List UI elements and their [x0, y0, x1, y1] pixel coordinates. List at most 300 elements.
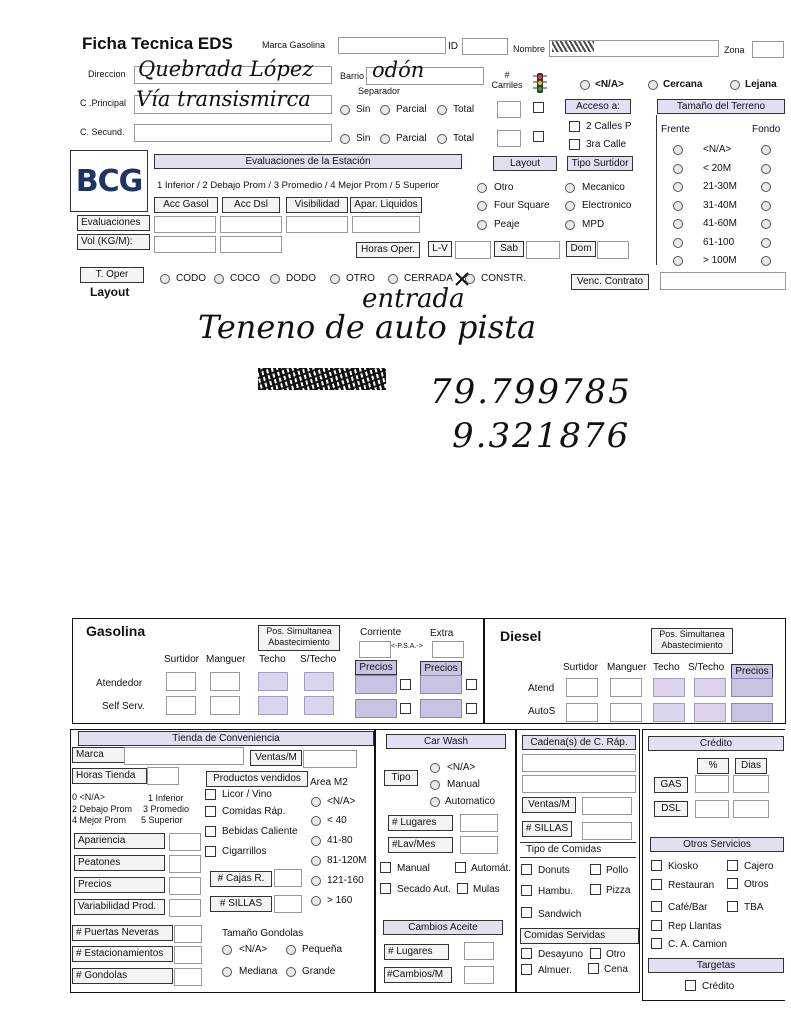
surtidor-electronico-radio[interactable] [565, 201, 575, 211]
horas-sab-input[interactable] [526, 241, 560, 259]
tipo-surtidor-header: Tipo Surtidor [567, 156, 633, 171]
diesel-precio-r0[interactable] [731, 678, 773, 697]
proximidad-cercana-radio[interactable] [648, 80, 658, 90]
oper-radio-1[interactable] [214, 274, 224, 284]
eval-col-acc-dsl: Acc Dsl [222, 197, 280, 213]
layout-peaje-label: Peaje [494, 219, 520, 230]
tienda-sillas-input[interactable] [274, 895, 302, 913]
comida-sandwich-label: Sandwich [538, 909, 582, 920]
acceso-2calles-check[interactable] [569, 121, 580, 132]
c-principal-sin-label: Sin [356, 104, 371, 115]
terreno-option-label-1: < 20M [703, 162, 732, 174]
tamano-na-label: <N/A> [239, 944, 268, 955]
scribble-mark [552, 41, 594, 52]
note-coordinate-1: 79.799785 [430, 372, 632, 412]
gasolina-precio-extra-r0[interactable] [420, 675, 462, 694]
gasolina-precios-1: Precios [355, 660, 397, 675]
horas-dom-input[interactable] [597, 241, 629, 259]
tienda-horas-input[interactable] [147, 767, 179, 785]
tienda-bottom-label-0: # Puertas Neveras [72, 925, 173, 941]
gasolina-input-r1c0[interactable] [166, 696, 196, 715]
cadena-input-1[interactable] [522, 754, 636, 772]
area-label-3: 81-120M [327, 855, 367, 866]
c-secund-sin-radio[interactable] [340, 134, 350, 144]
surtidor-mpd-label: MPD [582, 219, 605, 230]
gasolina-check-extra-r0[interactable] [466, 679, 477, 690]
diesel-col-manguer: Manguer [607, 662, 647, 673]
evaluaciones-row-label: Evaluaciones [77, 215, 150, 231]
carwash-mulas-check-label: Mulas [473, 884, 500, 895]
gasolina-techo-input-r0c1[interactable] [304, 672, 334, 691]
area-label-5: > 160 [327, 895, 353, 906]
gasolina-col-surtidor: Surtidor [164, 654, 200, 665]
credito-gas-dias-input[interactable] [733, 775, 769, 793]
terreno-option-label-4: 41-60M [703, 218, 737, 229]
tamano-pequena-radio[interactable] [286, 945, 296, 955]
surtidor-electronico-label: Electronico [582, 200, 632, 211]
diesel-techo-input-r0c0[interactable] [653, 678, 685, 697]
tienda-eval-input-3[interactable] [169, 899, 201, 917]
carwash-na-label: <N/A> [447, 762, 476, 773]
oper-label-0: CODO [176, 273, 206, 284]
traffic-light-icon [532, 72, 548, 94]
carwash-mulas-check[interactable] [457, 883, 468, 894]
gasolina-techo-input-r1c0[interactable] [258, 696, 288, 715]
gasolina-precios-2: Precios [420, 661, 462, 676]
otro-servicio-check-6[interactable] [651, 920, 662, 931]
comida-hambu-check[interactable] [521, 885, 532, 896]
carwash-automat-check-label: Automát. [471, 863, 512, 874]
terreno-header: Tamaño del Terreno [657, 99, 785, 114]
cajas-label: # Cajas R. [210, 871, 272, 887]
targetas-header: Targetas [648, 958, 784, 973]
scribbled-out-text [258, 368, 386, 390]
oper-label-3: OTRO [346, 273, 375, 284]
form-title: Ficha Tecnica EDS [82, 34, 233, 53]
diesel-precios: Precios [731, 664, 773, 679]
cambios-mes-label: #Cambios/M [384, 967, 452, 983]
cadena-header: Cadena(s) de C. Ráp. [522, 735, 636, 750]
gasolina-input-r0c0[interactable] [166, 672, 196, 691]
tamano-grande-label: Grande [302, 966, 336, 977]
tamano-mediana-radio[interactable] [222, 967, 232, 977]
gasolina-psa-label: <-P.S.A.-> [391, 643, 423, 650]
zona-input[interactable] [752, 41, 784, 58]
c-secund-parcial-radio[interactable] [380, 134, 390, 144]
otro-servicio-label-4: Café/Bar [668, 902, 708, 913]
cajas-input[interactable] [274, 869, 302, 887]
carwash-na-radio[interactable] [430, 763, 440, 773]
vol-row-label: Vol (KG/M): [77, 234, 150, 250]
eval-col-visibilidad: Visibilidad [286, 197, 348, 213]
comida-sandwich-check[interactable] [521, 907, 532, 918]
c-secund-carriles-input[interactable] [497, 130, 521, 147]
tienda-ventas-label: Ventas/M [250, 750, 302, 766]
carwash-lugares-input[interactable] [460, 814, 498, 832]
otro-servicio-check-1[interactable] [727, 860, 738, 871]
terreno-option-label-2: 21-30M [703, 181, 737, 192]
eval-acc-gasol-input[interactable] [154, 216, 216, 233]
terreno-fondo-radio-2[interactable] [761, 182, 771, 192]
diesel-col-surtidor: Surtidor [563, 662, 599, 673]
terreno-frente-radio-3[interactable] [673, 201, 683, 211]
area-label-2: 41-80 [327, 835, 353, 846]
oper-label-1: COCO [230, 273, 260, 284]
targeta-credito-label: Crédito [702, 981, 735, 992]
tienda-bottom-input-1[interactable] [174, 946, 202, 964]
direccion-handwritten: Quebrada López [138, 57, 314, 81]
oper-label-2: DODO [286, 273, 316, 284]
otro-servicio-label-6: Rep Llantas [668, 921, 722, 932]
barrio-label: Barrio [340, 71, 365, 81]
tienda-eval-label-1: Peatones [74, 855, 165, 871]
comida-pizza-label: Pizza [606, 885, 631, 896]
tienda-scale-1: 1 Inferior [148, 793, 184, 803]
comida-pollo-label: Pollo [606, 865, 629, 876]
carwash-automatico-label: Automatico [445, 796, 496, 807]
tamano-mediana-label: Mediana [239, 966, 278, 977]
c-principal-carriles-input[interactable] [497, 101, 521, 118]
diesel-precio-r1[interactable] [731, 703, 773, 722]
terreno-fondo-radio-5[interactable] [761, 238, 771, 248]
cadena-ventas-label: Ventas/M [522, 797, 576, 813]
otro-servicio-label-7: C. A. Camion [668, 939, 727, 950]
credito-dsl-dias-input[interactable] [733, 800, 769, 818]
cadena-sillas-label: # SILLAS [522, 821, 572, 837]
gasolina-extra-label: Extra [430, 628, 454, 639]
diesel-techo-input-r1c0[interactable] [653, 703, 685, 722]
terreno-frente-radio-1[interactable] [673, 164, 683, 174]
cambios-lugares-label: # Lugares [384, 944, 449, 960]
gasolina-check-corriente-r1[interactable] [400, 703, 411, 714]
c-secund-parcial-label: Parcial [396, 133, 427, 144]
area-radio-1[interactable] [311, 816, 321, 826]
proximidad-na-radio[interactable] [580, 80, 590, 90]
gasolina-techo-input-r0c0[interactable] [258, 672, 288, 691]
acceso-header: Acceso a: [565, 99, 631, 114]
oper-radio-0[interactable] [160, 274, 170, 284]
carwash-manual-label: Manual [447, 779, 480, 790]
terreno-frente-radio-0[interactable] [673, 145, 683, 155]
layout-header: Layout [493, 156, 557, 171]
oper-radio-2[interactable] [270, 274, 280, 284]
venc-contrato-label: Venc. Contrato [571, 274, 649, 290]
carwash-secado-check[interactable] [380, 883, 391, 894]
terreno-fondo-label: Fondo [752, 124, 781, 135]
terreno-fondo-radio-3[interactable] [761, 201, 771, 211]
terreno-fondo-radio-1[interactable] [761, 164, 771, 174]
tipo-comidas-header: Tipo de Comidas [526, 844, 602, 855]
gasolina-precio-extra-r1[interactable] [420, 699, 462, 718]
layout-four-square-label: Four Square [494, 200, 550, 211]
vol-dsl-input[interactable] [220, 236, 282, 253]
marca-gasolina-input[interactable] [338, 37, 446, 54]
gasolina-check-extra-r1[interactable] [466, 703, 477, 714]
barrio-handwritten: odón [372, 58, 425, 82]
t-oper-label: T. Oper [80, 267, 144, 283]
tienda-bottom-input-0[interactable] [174, 925, 202, 943]
otro-servicio-check-7[interactable] [651, 938, 662, 949]
credito-pct-label: % [697, 758, 729, 774]
oper-radio-3[interactable] [330, 274, 340, 284]
tienda-marca-input[interactable] [124, 747, 244, 765]
terreno-option-label-0: <N/A> [703, 144, 732, 155]
surtidor-mecanico-label: Mecanico [582, 182, 625, 193]
carwash-automat-check[interactable] [455, 862, 466, 873]
diesel-techo-input-r1c1[interactable] [694, 703, 726, 722]
area-header: Area M2 [310, 777, 348, 788]
carwash-lugares-label: # Lugares [388, 815, 453, 831]
tienda-eval-input-1[interactable] [169, 855, 201, 873]
area-label-1: < 40 [327, 815, 347, 826]
terreno-frente-label: Frente [661, 124, 690, 135]
note-coordinate-2: 9.321876 [452, 416, 631, 456]
gasolina-precio-corriente-r0[interactable] [355, 675, 397, 694]
proximidad-lejana-radio[interactable] [730, 80, 740, 90]
terreno-frente-radio-6[interactable] [673, 256, 683, 266]
tienda-sillas-label: # SILLAS [210, 896, 272, 912]
acceso-3racalle-label: 3ra Calle [586, 139, 627, 150]
otro-servicio-label-3: Otros [744, 879, 769, 890]
tienda-bottom-input-2[interactable] [174, 968, 202, 986]
oper-label-4: CERRADA [404, 273, 453, 284]
otro-servicio-label-5: TBA [744, 902, 764, 913]
gasolina-input-r0c1[interactable] [210, 672, 240, 691]
layout-otro-label: Otro [494, 182, 514, 193]
nombre-label: Nombre [513, 44, 546, 54]
cambios-lugares-input[interactable] [464, 942, 494, 960]
gasolina-col-manguer: Manguer [206, 654, 246, 665]
c-secund-total-radio[interactable] [437, 134, 447, 144]
carwash-manual-radio[interactable] [430, 780, 440, 790]
carwash-manual-check[interactable] [380, 862, 391, 873]
horas-sab-label: Sab [494, 241, 524, 257]
otro-servicio-check-5[interactable] [727, 901, 738, 912]
carwash-header: Car Wash [386, 734, 506, 749]
diesel-techo-input-r0c1[interactable] [694, 678, 726, 697]
area-radio-4[interactable] [311, 876, 321, 886]
carwash-automatico-radio[interactable] [430, 797, 440, 807]
c-principal-sin-radio[interactable] [340, 105, 350, 115]
tienda-header: Tienda de Conveniencia [78, 731, 374, 746]
tienda-eval-label-3: Variabilidad Prod. [74, 899, 165, 915]
servida-desayuno-check[interactable] [521, 948, 532, 959]
terreno-fondo-radio-6[interactable] [761, 256, 771, 266]
carwash-manual-check-label: Manual [397, 863, 430, 874]
layout-peaje-radio[interactable] [477, 220, 487, 230]
tienda-scale-5: 5 Superior [141, 815, 183, 825]
surtidor-mpd-radio[interactable] [565, 220, 575, 230]
tienda-ventas-input[interactable] [303, 750, 357, 768]
id-label: ID [448, 41, 458, 52]
credito-gas-pct-input[interactable] [695, 775, 729, 793]
producto-label-0: Licor / Vino [222, 789, 272, 800]
layout-otro-radio[interactable] [477, 183, 487, 193]
evaluaciones-header: Evaluaciones de la Estación [154, 154, 462, 169]
c-principal-total-radio[interactable] [437, 105, 447, 115]
diesel-title: Diesel [500, 628, 542, 644]
tienda-eval-input-2[interactable] [169, 877, 201, 895]
comida-donuts-check[interactable] [521, 864, 532, 875]
venc-contrato-input[interactable] [660, 272, 786, 290]
proximidad-cercana-label: Cercana [663, 79, 703, 90]
credito-gas-label: GAS [654, 777, 688, 793]
diesel-col-techo: Techo [653, 662, 680, 673]
otro-servicio-label-0: Kiosko [668, 861, 699, 872]
eval-visibilidad-input[interactable] [286, 216, 348, 233]
carwash-lavmes-input[interactable] [460, 836, 498, 854]
bcg-logo-box [70, 150, 148, 212]
tienda-eval-label-2: Precios [74, 877, 165, 893]
terreno-frente-radio-2[interactable] [673, 182, 683, 192]
proximidad-na-label: <N/A> [595, 79, 624, 90]
area-radio-5[interactable] [311, 896, 321, 906]
c-secund-input[interactable] [134, 124, 332, 142]
diesel-input-r1c0[interactable] [566, 703, 598, 722]
otro-servicio-check-4[interactable] [651, 901, 662, 912]
acceso-3racalle-check[interactable] [569, 139, 580, 150]
terreno-frente-radio-4[interactable] [673, 219, 683, 229]
eval-col-apar-liquidos: Apar. Liquidos [350, 197, 422, 213]
producto-label-2: Bebidas Caliente [222, 826, 298, 837]
gasolina-techo-input-r1c1[interactable] [304, 696, 334, 715]
producto-label-1: Comidas Ráp. [222, 806, 286, 817]
producto-check-1[interactable] [205, 806, 216, 817]
gasolina-precio-corriente-r1[interactable] [355, 699, 397, 718]
tienda-eval-input-0[interactable] [169, 833, 201, 851]
diesel-pos-simultanea: Pos. Simultanea Abastecimiento [651, 628, 733, 654]
c-principal-total-label: Total [453, 104, 475, 115]
acceso-2calles-label: 2 Calles P [586, 121, 632, 132]
diesel-row-autos: AutoS [528, 706, 556, 717]
gasolina-input-r1c1[interactable] [210, 696, 240, 715]
area-radio-2[interactable] [311, 836, 321, 846]
horas-lv-label: L-V [428, 241, 452, 257]
eval-col-acc-gasol: Acc Gasol [154, 197, 218, 213]
comida-donuts-label: Donuts [538, 865, 570, 876]
c-secund-check[interactable] [533, 131, 544, 142]
gasolina-title: Gasolina [86, 623, 146, 639]
evaluaciones-scale: 1 Inferior / 2 Debajo Prom / 3 Promedio / 4 Mejor Prom / 5 Superior [157, 180, 439, 191]
gasolina-row-atendedor: Atendedor [96, 678, 143, 689]
diesel-input-r1c1[interactable] [610, 703, 642, 722]
gasolina-corriente-input[interactable] [359, 641, 391, 658]
diesel-input-r0c0[interactable] [566, 678, 598, 697]
servida-otro-label: Otro [606, 949, 626, 960]
zona-label: Zona [724, 45, 745, 55]
oper-radio-4[interactable] [388, 274, 398, 284]
c-secund-sin-label: Sin [356, 133, 371, 144]
marca-gasolina-label: Marca Gasolina [262, 40, 326, 50]
otro-servicio-check-0[interactable] [651, 860, 662, 871]
servida-almuer-check[interactable] [521, 964, 532, 975]
comidas-servidas-header: Comidas Servidas [520, 928, 639, 944]
tamano-pequena-label: Pequeña [302, 944, 343, 955]
area-radio-3[interactable] [311, 856, 321, 866]
carwash-secado-check-label: Secado Aut. [397, 884, 451, 895]
eval-acc-dsl-input[interactable] [220, 216, 282, 233]
area-radio-0[interactable] [311, 797, 321, 807]
horas-lv-input[interactable] [455, 241, 491, 259]
id-input[interactable] [462, 38, 508, 55]
comida-pizza-check[interactable] [590, 884, 601, 895]
servida-desayuno-label: Desayuno [538, 949, 584, 960]
tienda-bottom-label-1: # Estacionamientos [72, 946, 173, 962]
tienda-scale-0: 0 <N/A> [72, 792, 106, 802]
eval-apar-liquidos-input[interactable] [352, 216, 420, 233]
c-principal-handwritten: Vía transismirca [136, 87, 311, 111]
note-entrada: entrada [362, 284, 465, 314]
terreno-fondo-radio-0[interactable] [761, 145, 771, 155]
diesel-col-stecho: S/Techo [688, 662, 725, 673]
layout-section-label: Layout [90, 285, 130, 299]
comida-pollo-check[interactable] [590, 864, 601, 875]
area-label-0: <N/A> [327, 796, 356, 807]
terreno-option-label-6: > 100M [703, 255, 737, 266]
credito-header: Crédito [648, 736, 784, 751]
terreno-option-label-5: 61-100 [703, 236, 735, 248]
tienda-scale-2: 2 Debajo Prom [72, 804, 133, 814]
surtidor-mecanico-radio[interactable] [565, 183, 575, 193]
servida-otro-check[interactable] [590, 948, 601, 959]
terreno-option-label-3: 31-40M [703, 199, 737, 211]
c-secund-total-label: Total [453, 133, 475, 144]
vol-gasol-input[interactable] [154, 236, 216, 253]
producto-check-3[interactable] [205, 846, 216, 857]
tamano-gondolas-label: Tamaño Gondolas [222, 928, 304, 939]
servida-cena-check[interactable] [588, 963, 599, 974]
gasolina-corriente-label: Corriente [360, 627, 402, 638]
gasolina-pos-simultanea: Pos. Simultanea Abastecimiento [258, 625, 340, 651]
diesel-input-r0c1[interactable] [610, 678, 642, 697]
cambios-mes-input[interactable] [464, 966, 494, 984]
layout-four-square-radio[interactable] [477, 201, 487, 211]
comida-hambu-label: Hambu. [538, 886, 574, 897]
c-principal-check[interactable] [533, 102, 544, 113]
cadena-sillas-input[interactable] [582, 822, 632, 840]
tamano-grande-radio[interactable] [286, 967, 296, 977]
terreno-fondo-radio-4[interactable] [761, 219, 771, 229]
otro-servicio-label-1: Cajero [744, 861, 774, 872]
producto-check-2[interactable] [205, 826, 216, 837]
tamano-na-radio[interactable] [222, 945, 232, 955]
proximidad-lejana-label: Lejana [745, 79, 777, 90]
carwash-tipo-label: Tipo [384, 770, 418, 786]
c-principal-label: C .Principal [80, 98, 127, 108]
servida-cena-label: Cena [604, 964, 628, 975]
cadena-ventas-input[interactable] [582, 797, 632, 815]
credito-dsl-pct-input[interactable] [695, 800, 729, 818]
otro-servicio-check-3[interactable] [727, 878, 738, 889]
producto-check-0[interactable] [205, 789, 216, 800]
terreno-frente-radio-5[interactable] [673, 238, 683, 248]
separador-label: Separador [358, 86, 401, 96]
cadena-input-2[interactable] [522, 775, 636, 793]
otro-servicio-check-2[interactable] [651, 879, 662, 890]
horas-dom-label: Dom [566, 241, 596, 257]
servida-almuer-label: Almuer. [538, 965, 572, 976]
c-principal-parcial-radio[interactable] [380, 105, 390, 115]
c-principal-parcial-label: Parcial [396, 104, 427, 115]
note-terreno: Teneno de auto pista [198, 308, 537, 346]
gasolina-extra-input[interactable] [432, 641, 464, 658]
gasolina-check-corriente-r0[interactable] [400, 679, 411, 690]
direccion-label: Direccion [88, 69, 126, 79]
tienda-eval-label-0: Apariencia [74, 833, 165, 849]
tienda-marca-label: Marca [72, 747, 125, 763]
credito-dsl-label: DSL [654, 801, 688, 817]
targeta-credito-check[interactable] [685, 980, 696, 991]
